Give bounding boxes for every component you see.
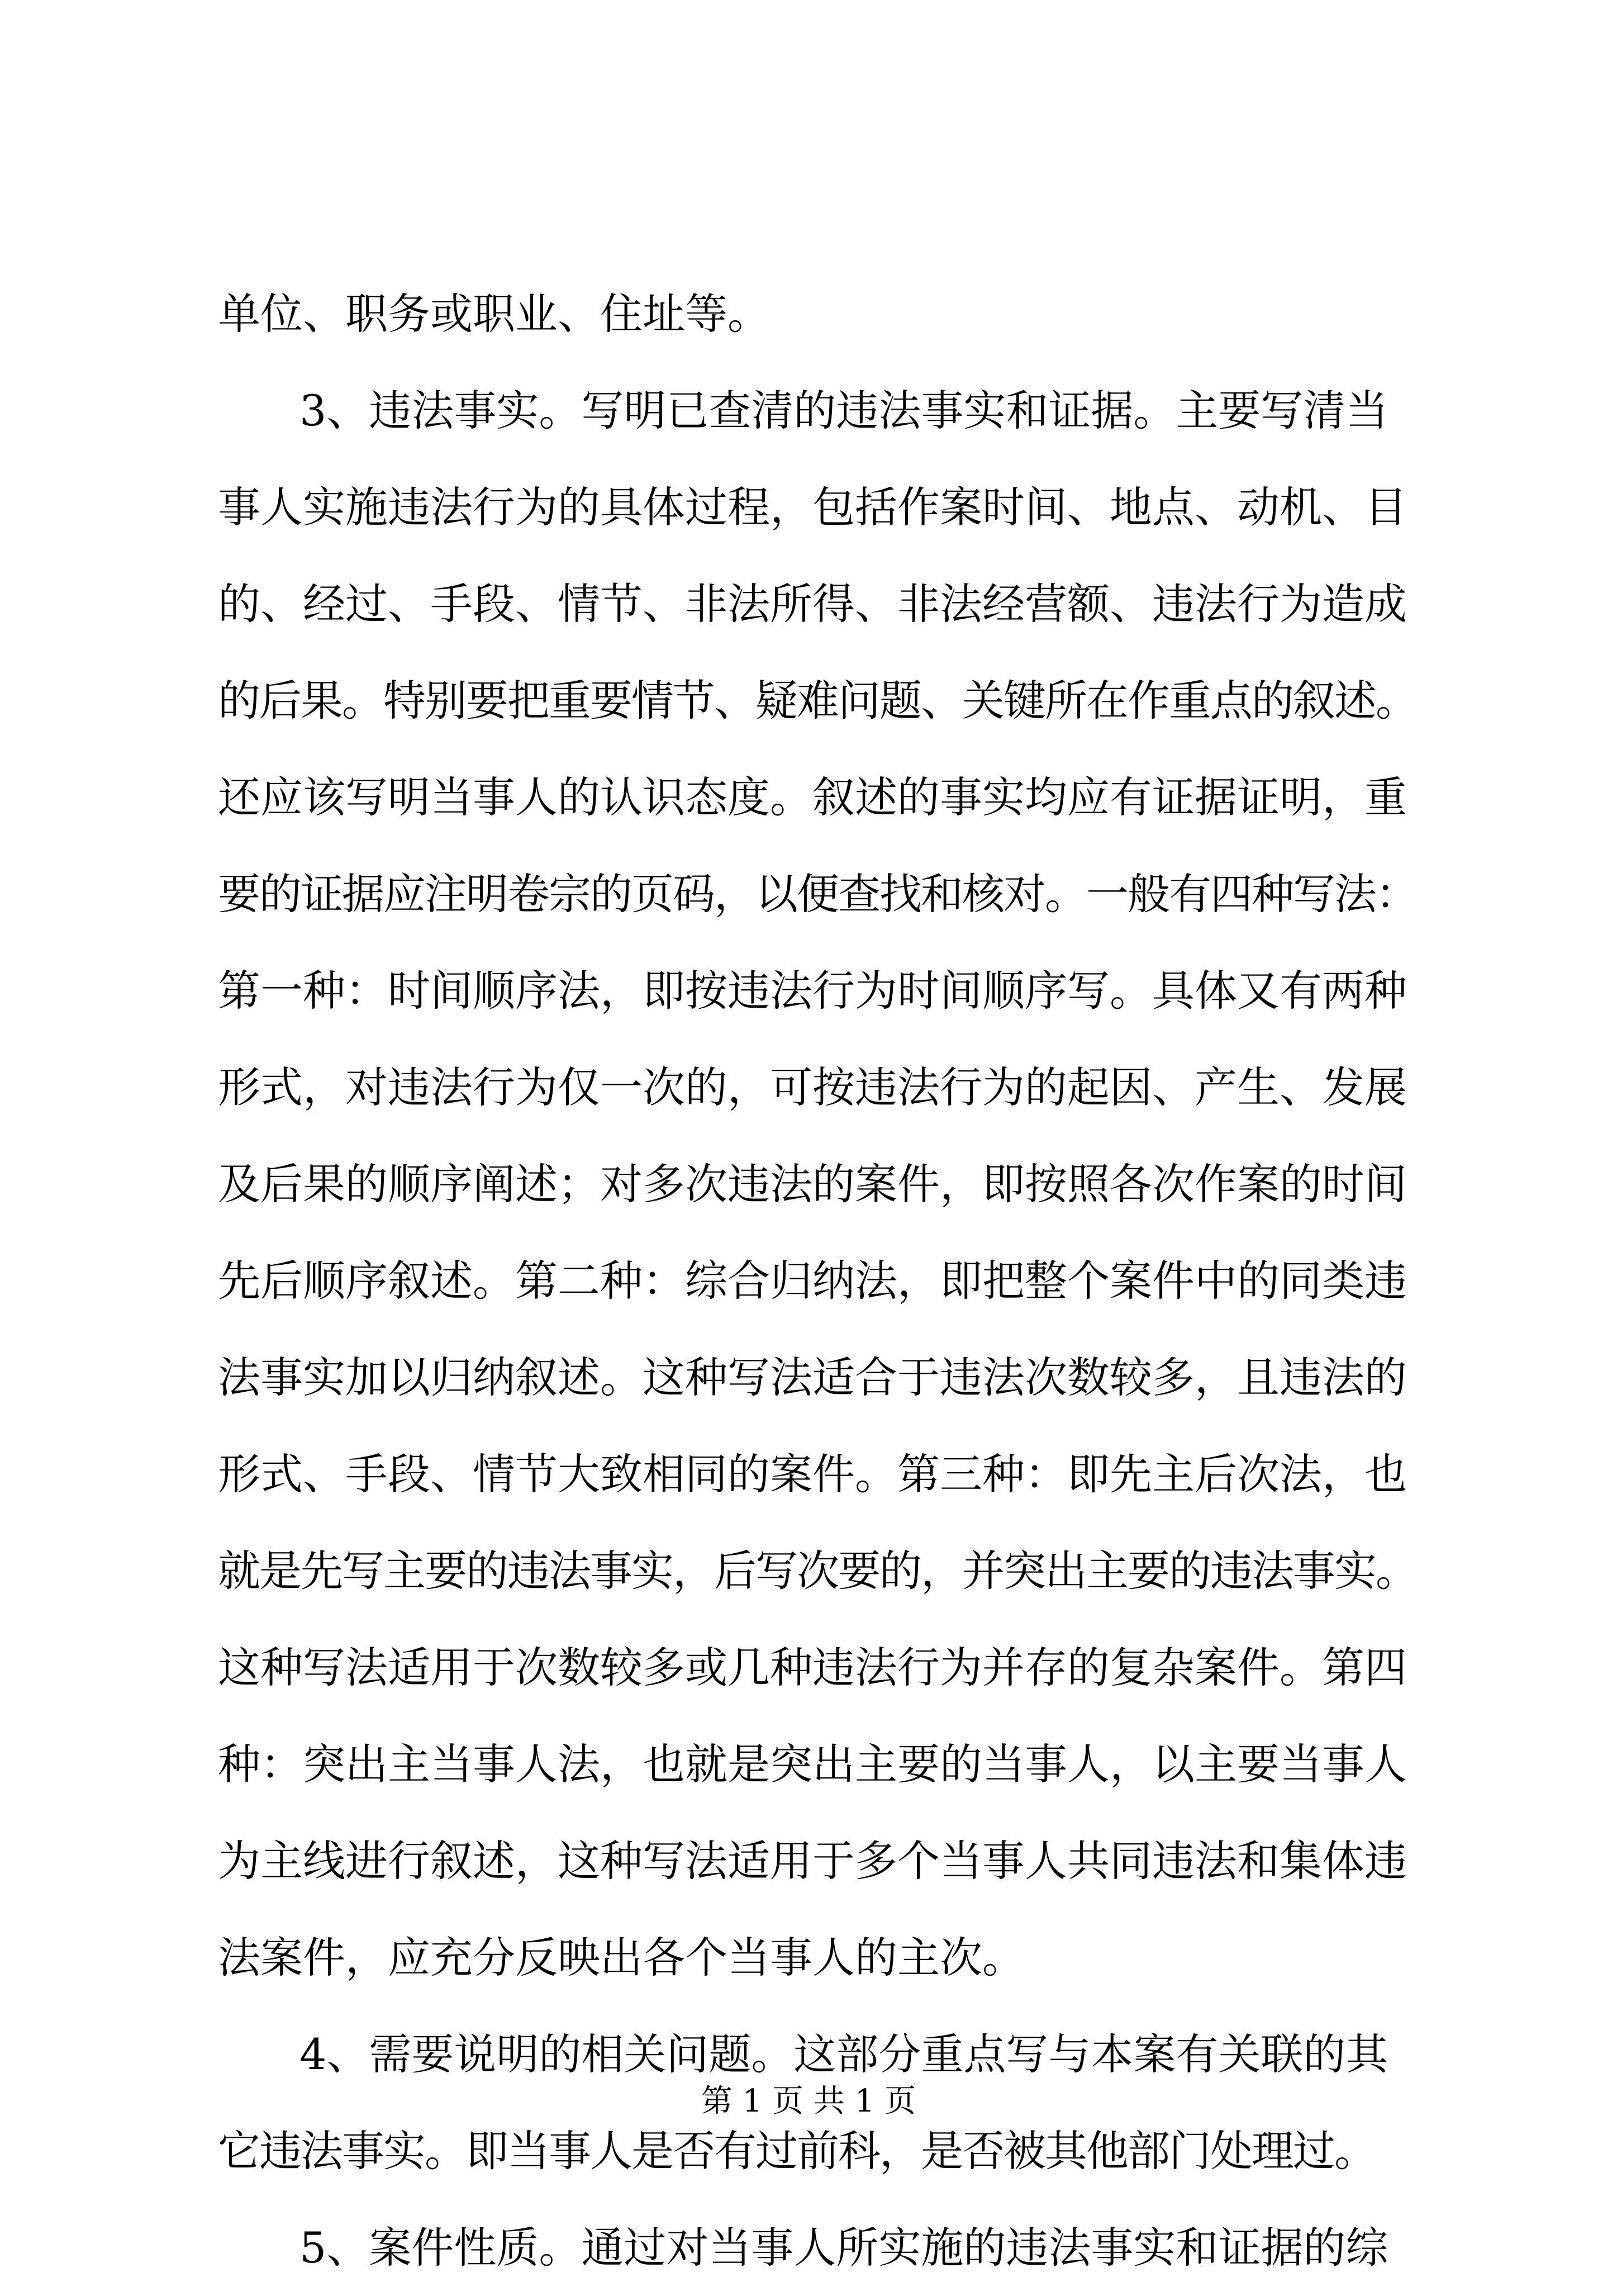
text-line: 事人实施违法行为的具体过程，包括作案时间、地点、动机、目 (218, 482, 1407, 532)
text-line: 为主线进行叙述，这种写法适用于多个当事人共同违法和集体违 (218, 1836, 1407, 1886)
text-line: 法事实加以归纳叙述。这种写法适合于违法次数较多，且违法的 (218, 1353, 1407, 1402)
text-line: 单位、职务或职业、住址等。 (218, 289, 770, 339)
text-line: 形式，对违法行为仅一次的，可按违法行为的起因、产生、发展 (218, 1062, 1407, 1112)
text-line: 的、经过、手段、情节、非法所得、非法经营额、违法行为造成 (218, 579, 1407, 629)
text-line: 形式、手段、情节大致相同的案件。第三种：即先主后次法，也 (218, 1449, 1407, 1499)
text-line: 第一种：时间顺序法，即按违法行为时间顺序写。具体又有两种 (218, 966, 1407, 1016)
body-text (218, 265, 1419, 2296)
text-line: 及后果的顺序阐述；对多次违法的案件，即按照各次作案的时间 (218, 1159, 1407, 1209)
page-number-footer: 第 1 页 共 1 页 (701, 2083, 916, 2119)
text-line: 就是先写主要的违法事实，后写次要的，并突出主要的违法事实。 (218, 1546, 1417, 1596)
text-line: 的后果。特别要把重要情节、疑难问题、关键所在作重点的叙述。 (218, 676, 1417, 725)
text-line: 法案件，应充分反映出各个当事人的主次。 (218, 1933, 1025, 1982)
text-line: 3、违法事实。写明已查清的违法事实和证据。主要写清当 (299, 386, 1388, 435)
text-line: 它违法事实。即当事人是否有过前科，是否被其他部门处理过。 (218, 2126, 1376, 2176)
text-line: 要的证据应注明卷宗的页码，以便查找和核对。一般有四种写法： (218, 869, 1417, 919)
text-line: 5、案件性质。通过对当事人所实施的违法事实和证据的综 (299, 2223, 1388, 2273)
text-line: 种：突出主当事人法，也就是突出主要的当事人，以主要当事人 (218, 1739, 1407, 1789)
text-line: 4、需要说明的相关问题。这部分重点写与本案有关联的其 (299, 2029, 1388, 2079)
text-line: 先后顺序叙述。第二种：综合归纳法，即把整个案件中的同类违 (218, 1256, 1407, 1306)
text-line: 还应该写明当事人的认识态度。叙述的事实均应有证据证明，重 (218, 772, 1407, 822)
text-line: 这种写法适用于次数较多或几种违法行为并存的复杂案件。第四 (218, 1643, 1407, 1692)
